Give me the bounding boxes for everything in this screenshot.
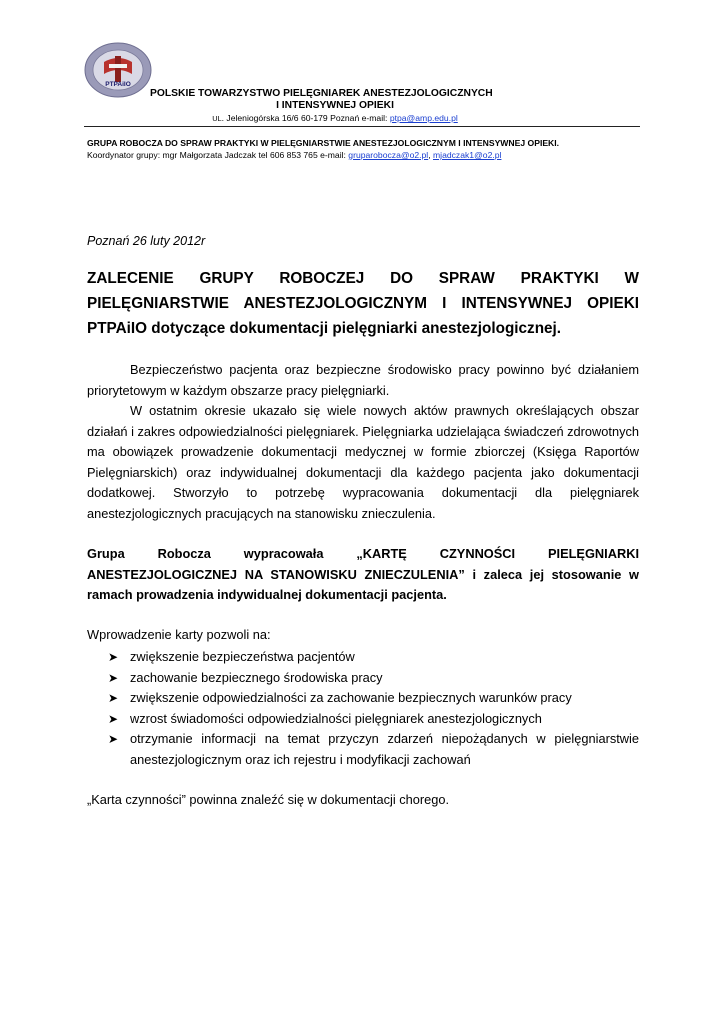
coordinator-line — [87, 150, 501, 160]
list-item — [106, 729, 639, 770]
document-title: ZALECENIE GRUPY ROBOCZEJ DO SPRAW PRAKTYKI W PIELĘGNIARSTWIE ANESTEZJOLOGICZNYM I INTENSYWNEJ OPIEKI PTPAiIO dotyczące dokumentacji pielęgniarki anestezjologicznej. — [87, 270, 639, 337]
group-email-link[interactable]: gruparobocza@o2.pl — [348, 150, 429, 160]
list-item — [106, 647, 639, 668]
organization-name — [150, 88, 520, 111]
document-date: Poznań 26 luty 2012r — [87, 234, 206, 248]
working-group-name: GRUPA ROBOCZA DO SPRAW PRAKTYKI W PIELĘGNIARSTWIE ANESTEZJOLOGICZNYM I INTENSYWNEJ OPIEKI. — [87, 138, 560, 148]
header-divider — [84, 126, 640, 127]
email-separator: , — [428, 150, 433, 160]
paragraph-legal-context: W ostatnim okresie ukazało się wiele nowych aktów prawnych określających obszar działań i zakres odpowiedzialności pielęgniarek. Pielęgniarka udzielająca świadczeń zdrowotnych ma obowiązek prowadzenie dokumentacji medycznej w formie zbiorczej (Księga Raportów Pielęgniarskich) oraz indywidualnej dokumentacji dla każdego pacjenta jako dokumentacji dodatkowej. Stworzyło to potrzebę wypracowania dokumentacji dla pielęgniarek anestezjologicznych pracujących na stanowisku znieczulenia. — [87, 403, 639, 521]
list-item-text: zachowanie bezpiecznego środowiska pracy — [130, 669, 383, 685]
list-item — [106, 709, 639, 730]
benefits-list — [106, 647, 639, 771]
address-prefix: UL — [212, 114, 222, 123]
organization-name-line2: I INTENSYWNEJ OPIEKI — [276, 99, 394, 111]
list-item-text: zwiększenie odpowiedzialności za zachowanie bezpiecznych warunków pracy — [130, 690, 572, 706]
closing-sentence: „Karta czynności” powinna znaleźć się w dokumentacji chorego. — [87, 792, 450, 807]
arrow-bullet-icon: ➤ — [107, 711, 119, 726]
arrow-bullet-icon: ➤ — [107, 732, 119, 747]
paragraph-safety: Bezpieczeństwo pacjenta oraz bezpieczne środowisko pracy powinno być działaniem priorytetowym w każdym obszarze pracy pielęgniarki. — [87, 362, 639, 398]
arrow-bullet-icon: ➤ — [107, 691, 119, 706]
organization-email-link[interactable]: ptpa@amp.edu.pl — [389, 113, 458, 123]
list-item-text: wzrost świadomości odpowiedzialności pielęgniarek anestezjologicznych — [130, 710, 542, 726]
coordinator-text: Koordynator grupy: mgr Małgorzata Jadczak tel 606 853 765 e-mail: — [87, 150, 349, 160]
bullets-intro: Wprowadzenie karty pozwoli na: — [87, 627, 271, 642]
arrow-bullet-icon: ➤ — [107, 670, 119, 685]
ptpaiio-logo — [84, 42, 152, 98]
coordinator-email-link[interactable]: mjadczak1@o2.pl — [433, 150, 502, 160]
list-item — [106, 668, 639, 689]
organization-address — [150, 113, 520, 123]
organization-name-line1: POLSKIE TOWARZYSTWO PIELĘGNIAREK ANESTEZJOLOGICZNYCH — [150, 88, 493, 99]
list-item-text: zwiększenie bezpieczeństwa pacjentów — [130, 649, 355, 664]
list-item-text: otrzymanie informacji na temat przyczyn zdarzeń niepożądanych w pielęgniarstwie anestezjologicznym oraz ich rejestru i modyfikacji zachowań — [130, 731, 639, 767]
list-item — [106, 688, 639, 709]
address-text: . Jeleniogórska 16/6 60-179 Poznań e-mail: — [221, 113, 390, 123]
svg-text:PTPAiIO: PTPAiIO — [105, 81, 131, 88]
paragraph-recommendation: Grupa Robocza wypracowała „KARTĘ CZYNNOŚCI PIELĘGNIARKI ANESTEZJOLOGICZNEJ NA STANOWISKU ZNIECZULENIA” i zaleca jej stosowanie w ramach prowadzenia indywidualnej dokumentacji pacjenta. — [87, 546, 639, 603]
arrow-bullet-icon: ➤ — [107, 650, 119, 664]
